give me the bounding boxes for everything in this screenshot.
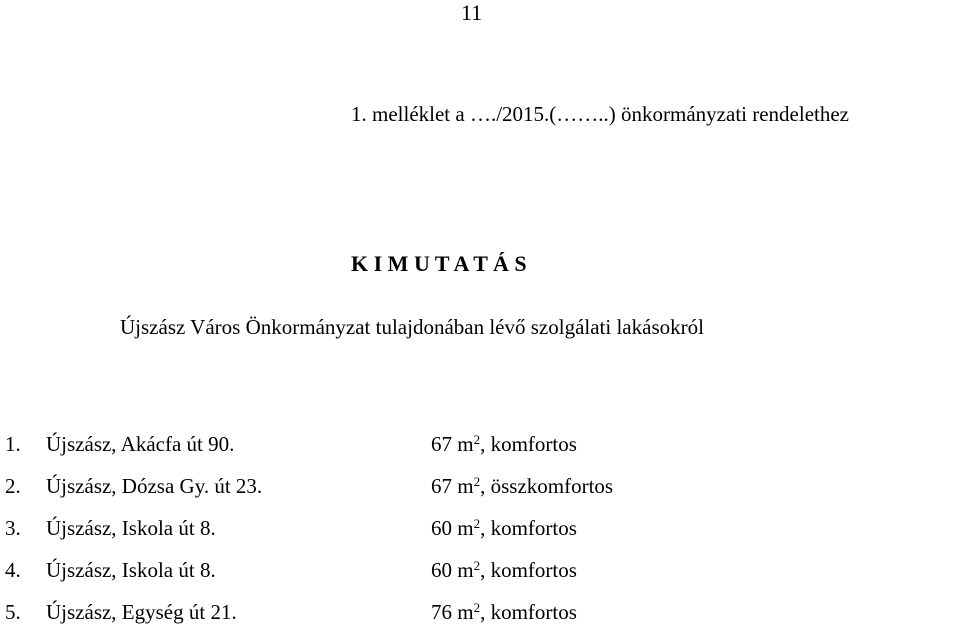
apartment-row [0,598,960,640]
apartment-address: Újszász, Iskola út 8. [46,516,216,540]
apartment-details [431,556,577,584]
apartment-row [0,556,960,598]
area-unit-exponent: 2 [473,432,481,447]
apartment-address: Újszász, Egység út 21. [46,600,237,624]
apartment-area: 67 m [431,474,474,498]
apartment-row [0,514,960,556]
apartment-comfort: , komfortos [480,558,577,582]
apartment-address: Újszász, Akácfa út 90. [46,432,235,456]
apartment-row [0,430,960,472]
apartment-address: Újszász, Dózsa Gy. út 23. [46,474,263,498]
apartment-number: 1. [5,432,21,456]
apartment-address: Újszász, Iskola út 8. [46,558,216,582]
page-number: 11 [461,0,483,25]
annex-note: 1. melléklet a …./2015.(……..) önkormányzati rendelethez [351,102,850,126]
area-unit-exponent: 2 [473,558,481,573]
apartment-area: 67 m [431,432,474,456]
area-unit-exponent: 2 [473,516,481,531]
apartment-area: 76 m [431,600,474,624]
apartment-number: 3. [5,516,21,540]
apartment-comfort: , komfortos [480,516,577,540]
apartment-comfort: , komfortos [480,432,577,456]
apartment-number: 2. [5,474,21,498]
area-unit-exponent: 2 [473,600,481,615]
apartment-number: 4. [5,558,21,582]
apartment-comfort: , komfortos [480,600,577,624]
apartment-details [431,514,577,542]
apartment-details [431,430,577,458]
area-unit-exponent: 2 [473,474,481,489]
apartment-area: 60 m [431,516,474,540]
apartment-comfort: , összkomfortos [480,474,614,498]
apartment-area: 60 m [431,558,474,582]
document-title: K I M U T A T Á S [351,251,527,276]
apartment-number: 5. [5,600,21,624]
document-subtitle: Újszász Város Önkormányzat tulajdonában lévő szolgálati lakásokról [120,315,704,339]
apartment-details [431,472,613,500]
apartment-row [0,472,960,514]
apartment-list [0,430,960,640]
apartment-details [431,598,577,626]
